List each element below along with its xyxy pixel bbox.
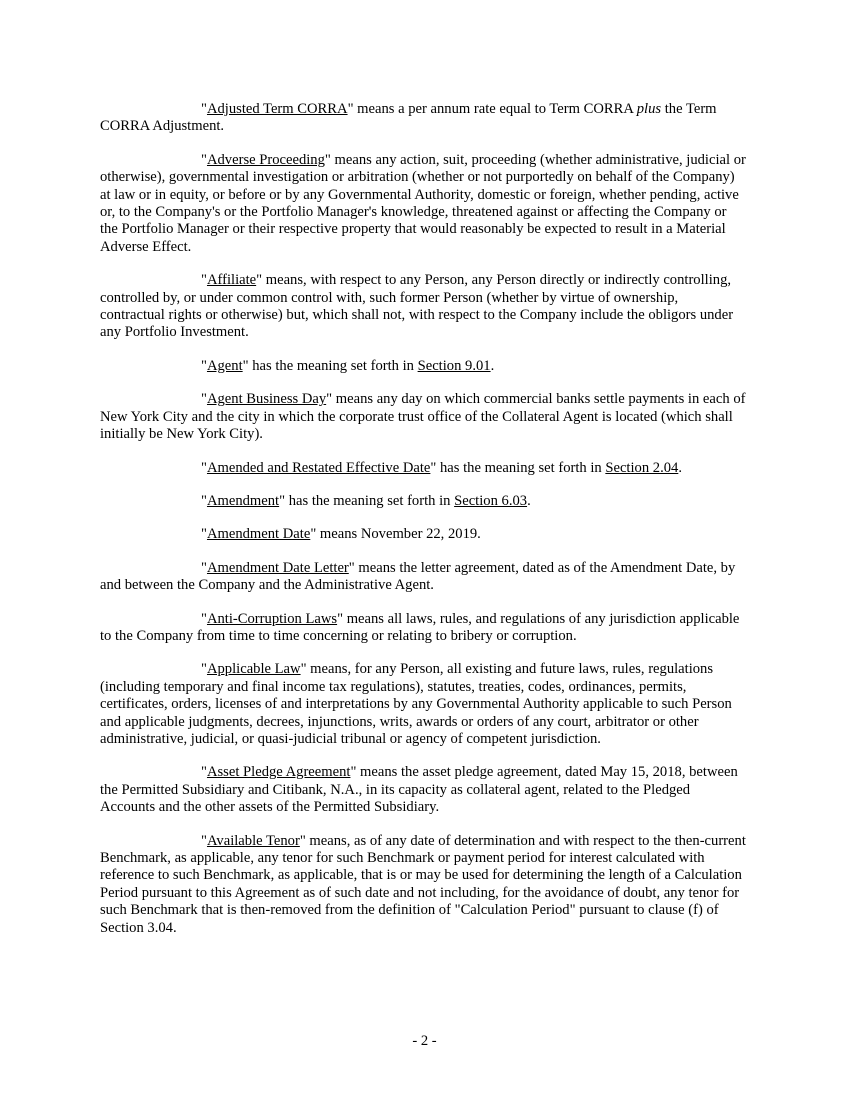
- definition-text: " means a per annum rate equal to Term CORRA: [347, 101, 637, 117]
- definition-available-tenor: "Available Tenor" means, as of any date of determination and with respect to the then-current Benchmark, as applicable, any tenor for such Benchmark or payment period for interest calculated with reference to such Benchmark, as applicable, that is or may be used for determining the length of a Calculation Period pursuant to this Agreement as of such date and not including, for the avoidance of doubt, any tenor for such Benchmark that is then-removed from the definition of "Calculation Period" pursuant to clause (f) of Section 3.04.: [100, 832, 746, 936]
- definition-text: " means any day on which commercial banks settle payments in each of New York City and the city in which the corporate trust office of the Collateral Agent is located (which shall initially be New York City).: [100, 391, 746, 443]
- defined-term: Available Tenor: [206, 832, 300, 849]
- definition-text: " means, with respect to any Person, any Person directly or indirectly controlling, controlled by, or under common control with, such former Person (whether by virtue of ownership, contractual rights or otherwise) but, which shall not, with respect to the Company include the obligors under any Portfolio Investment.: [100, 272, 734, 341]
- definition-amendment: "Amendment" has the meaning set forth in Section 6.03.: [201, 492, 531, 509]
- definition-asset-pledge-agreement: "Asset Pledge Agreement" means the asset pledge agreement, dated May 15, 2018, between the Permitted Subsidiary and Citibank, N.A., in its capacity as collateral agent, related to the Pledged Accounts and the other assets of the Permitted Subsidiary.: [100, 764, 738, 816]
- defined-term: Amendment Date: [206, 526, 311, 543]
- definition-agent-business-day: "Agent Business Day" means any day on which commercial banks settle payments in each of New York City and the city in which the corporate trust office of the Collateral Agent is located (which shall initially be New York City).: [100, 391, 746, 443]
- defined-term: Agent: [206, 357, 243, 374]
- definition-agent: "Agent" has the meaning set forth in Section 9.01.: [201, 357, 495, 374]
- definition-adjusted-term-corra: "Adjusted Term CORRA" means a per annum rate equal to Term CORRA plus the Term CORRA Adjustment.: [100, 101, 717, 135]
- defined-term: Applicable Law: [206, 661, 301, 678]
- defined-term: Amendment: [206, 492, 280, 509]
- definition-text: " means the asset pledge agreement, dated May 15, 2018, between the Permitted Subsidiary and Citibank, N.A., in its capacity as collateral agent, related to the Pledged Accounts and the other assets of the Permitted Subsidiary.: [100, 764, 738, 816]
- definition-text: " means the letter agreement, dated as of the Amendment Date, by and between the Company and the Administrative Agent.: [100, 559, 736, 594]
- definition-text-end: .: [490, 357, 495, 374]
- defined-term: Affiliate: [206, 272, 257, 289]
- definition-text: " has the meaning set forth in: [242, 357, 418, 374]
- defined-term: Adjusted Term CORRA: [206, 101, 348, 117]
- definition-text-end: .: [678, 459, 682, 476]
- defined-term: Agent Business Day: [206, 391, 327, 408]
- defined-term: Adverse Proceeding: [206, 151, 325, 168]
- definition-text: " means November 22, 2019.: [310, 526, 481, 543]
- definition-amended-restated-effective-date: "Amended and Restated Effective Date" has the meaning set forth in Section 2.04.: [201, 459, 682, 476]
- definitions-section: [100, 101, 746, 953]
- definition-applicable-law: "Applicable Law" means, for any Person, all existing and future laws, rules, regulations (including temporary and final income tax regulations), statutes, treaties, codes, ordinances, permits, certificates, orders, licenses of and interpretations by any Governmental Authority applicable to such Person and applicable judgments, decrees, injunctions, writs, awards or orders of any court, arbitrator or other administrative, judicial, or quasi-judicial tribunal or agency of competent jurisdiction.: [100, 661, 732, 747]
- definition-affiliate: "Affiliate" means, with respect to any Person, any Person directly or indirectly controlling, controlled by, or under common control with, such former Person (whether by virtue of ownership, contractual rights or otherwise) but, which shall not, with respect to the Company include the obligors under any Portfolio Investment.: [100, 272, 734, 341]
- defined-term: Anti-Corruption Laws: [206, 610, 338, 627]
- definition-amendment-date: "Amendment Date" means November 22, 2019.: [201, 526, 481, 543]
- definition-text: " means, for any Person, all existing and future laws, rules, regulations (including temporary and final income tax regulations), statutes, treaties, codes, ordinances, permits, certificates, orders, licenses of and interpretations by any Governmental Authority applicable to such Person and applicable judgments, decrees, injunctions, writs, awards or orders of any court, arbitrator or other administrative, judicial, or quasi-judicial tribunal or agency of competent jurisdiction.: [100, 661, 732, 747]
- definition-text: the Term CORRA Adjustment.: [100, 101, 717, 135]
- page-number: - 2 -: [412, 1033, 437, 1049]
- definition-anti-corruption-laws: "Anti-Corruption Laws" means all laws, rules, and regulations of any jurisdiction applicable to the Company from time to time concerning or relating to bribery or corruption.: [100, 610, 740, 644]
- definition-text: " means all laws, rules, and regulations of any jurisdiction applicable to the Company from time to time concerning or relating to bribery or corruption.: [100, 610, 740, 644]
- definition-amendment-date-letter: "Amendment Date Letter" means the letter agreement, dated as of the Amendment Date, by and between the Company and the Administrative Agent.: [100, 559, 736, 594]
- definition-adverse-proceeding: "Adverse Proceeding" means any action, suit, proceeding (whether administrative, judicial or otherwise), governmental investigation or arbitration (whether or not purportedly on behalf of the Company) at law or in equity, or before or by any Governmental Authority, domestic or foreign, whether pending, active or, to the Company's or the Portfolio Manager's knowledge, threatened against or affecting the Company or the Portfolio Manager or their respective property that would reasonably be expected to result in a Material Adverse Effect.: [100, 151, 746, 255]
- defined-term: Amended and Restated Effective Date: [206, 459, 431, 476]
- emphasis-plus: plus: [636, 101, 662, 117]
- definition-text: " means, as of any date of determination and with respect to the then-current Benchmark, as applicable, any tenor for such Benchmark or payment period for interest calculated with reference to such Benchmark, as applicable, that is or may be used for determining the length of a Calculation Period pursuant to this Agreement as of such date and not including, for the avoidance of doubt, any tenor for such Benchmark that is then-removed from the definition of "Calculation Period" pursuant to clause (f) of Section 3.04.: [100, 832, 746, 936]
- defined-term: Asset Pledge Agreement: [206, 764, 351, 781]
- section-reference-link[interactable]: Section 9.01: [417, 357, 491, 374]
- definition-text: " has the meaning set forth in: [430, 459, 606, 476]
- defined-term: Amendment Date Letter: [206, 559, 349, 576]
- definition-text-end: .: [527, 492, 531, 509]
- definition-text: " means any action, suit, proceeding (whether administrative, judicial or otherwise), governmental investigation or arbitration (whether or not purportedly on behalf of the Company) at law or in equity, or before or by any Governmental Authority, domestic or foreign, whether pending, active or, to the Company's or the Portfolio Manager's knowledge, threatened against or affecting the Company or the Portfolio Manager or their respective property that would reasonably be expected to result in a Material Adverse Effect.: [100, 151, 746, 255]
- definition-text: " has the meaning set forth in: [279, 492, 455, 509]
- section-reference-link[interactable]: Section 2.04: [605, 459, 679, 476]
- section-reference-link[interactable]: Section 6.03: [454, 492, 528, 509]
